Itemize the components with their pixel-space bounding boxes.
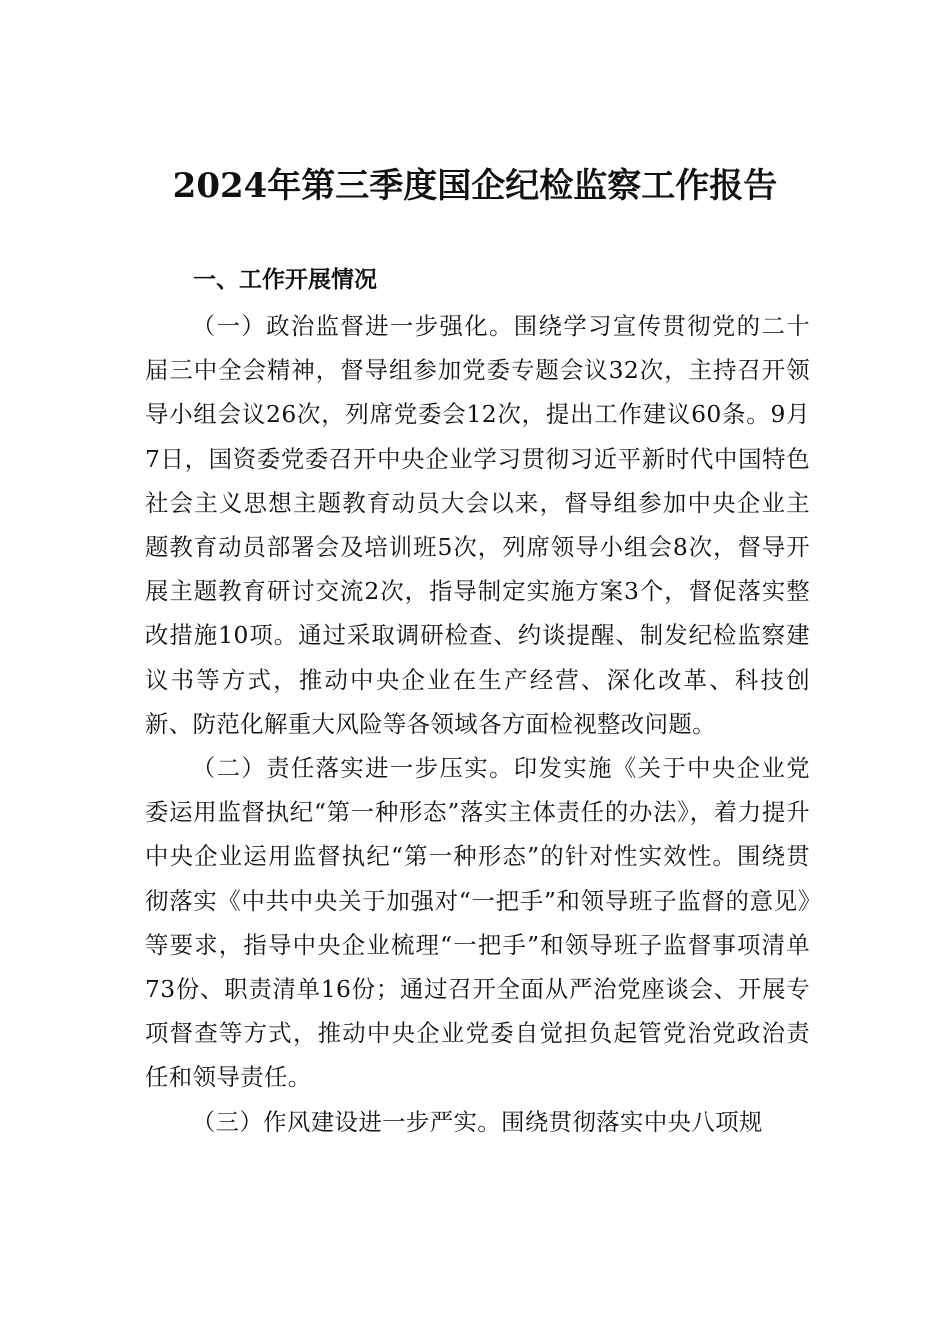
- paragraph-work-style: （三）作风建设进一步严实。围绕贯彻落实中央八项规: [191, 1107, 763, 1136]
- document-body: [145, 304, 810, 1144]
- section-heading: 一、工作开展情况: [193, 267, 377, 293]
- paragraph-political-supervision: （一）政治监督进一步强化。围绕学习宣传贯彻党的二十届三中全会精神，督导组参加党委专题会议32次，主持召开领导小组会议26次，列席党委会12次，提出工作建议60条。9月7日，国资委党委召开中央企业学习贯彻习近平新时代中国特色社会主义思想主题教育动员大会以来，督导组参加中央企业主题教育动员部署会及培训班5次，列席领导小组会8次，督导开展主题教育研讨交流2次，指导制定实施方案3个，督促落实整改措施10项。通过采取调研检查、约谈提醒、制发纪检监察建议书等方式，推动中央企业在生产经营、深化改革、科技创新、防范化解重大风险等各领域各方面检视整改问题。: [145, 312, 810, 738]
- document-title: 2024年第三季度国企纪检监察工作报告: [172, 166, 778, 206]
- paragraph-responsibility: （二）责任落实进一步压实。印发实施《关于中央企业党委运用监督执纪“第一种形态”落实主体责任的办法》，着力提升中央企业运用监督执纪“第一种形态”的针对性实效性。围绕贯彻落实《中共中央关于加强对“一把手”和领导班子监督的意见》等要求，指导中央企业梳理“一把手”和领导班子监督事项清单73份、职责清单16份；通过召开全面从严治党座谈会、开展专项督查等方式，推动中央企业党委自觉担负起管党治党政治责任和领导责任。: [145, 754, 810, 1092]
